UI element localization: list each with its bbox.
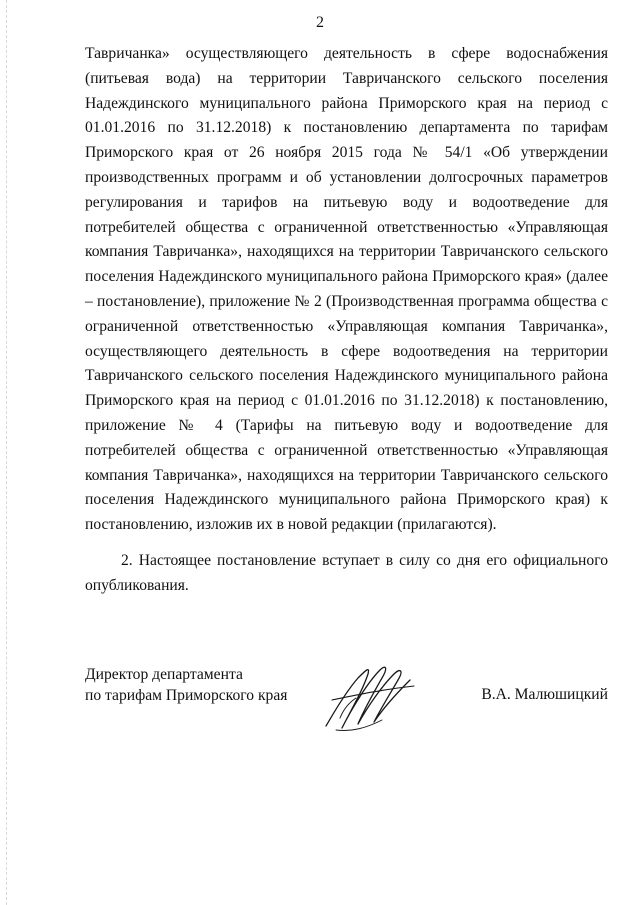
- paragraph-2: 2. Настоящее постановление вступает в силу со дня его официального опубликования.: [85, 551, 608, 594]
- scan-edge-line: [6, 0, 7, 905]
- handwritten-signature: [322, 660, 418, 736]
- paragraph-1: Тавричанка» осуществляющего деятельность в сфере водоснабжения (питьевая вода) на территории Тавричанского сельского поселения Надеждинского муниципального района Приморского края на период с 01.01.2016 по 31.12.2018) к постановлению департамента по тарифам Приморского края от 26 ноября 2015 года № 54/1 «Об утверждении производственных программ и об установлении долгосрочных параметров регулирования и тарифов на питьевую воду и водоотведение для потребителей общества с ограниченной ответственностью «Управляющая компания Тавричанка», находящихся на территории Тавричанского сельского поселения Надеждинского муниципального района Приморского края» (далее – постановление), приложение № 2 (Производственная программа общества с ограниченной ответственностью «Управляющая компания Тавричанка», осуществляющего деятельность в сфере водоотведения на территории Тавричанского сельского поселения Надеждинского муниципального района Приморского края на период с 01.01.2016 по 31.12.2018) к постановлению, приложение № 4 (Тарифы на питьевую воду и водоотведение для потребителей общества с ограниченной ответственностью «Управляющая компания Тавричанка», находящихся на территории Тавричанского сельского поселения Надеждинского муниципального района Приморского края) к постановлению, изложив их в новой редакции (прилагаются).: [85, 45, 608, 534]
- signatory-position: [85, 664, 287, 706]
- position-line-2: по тарифам Приморского края: [85, 687, 288, 704]
- signer-name: В.А. Малюшицкий: [481, 686, 608, 703]
- page-number: 2: [316, 14, 324, 31]
- position-line-1: Директор департамента: [85, 666, 243, 683]
- document-body: [85, 42, 608, 599]
